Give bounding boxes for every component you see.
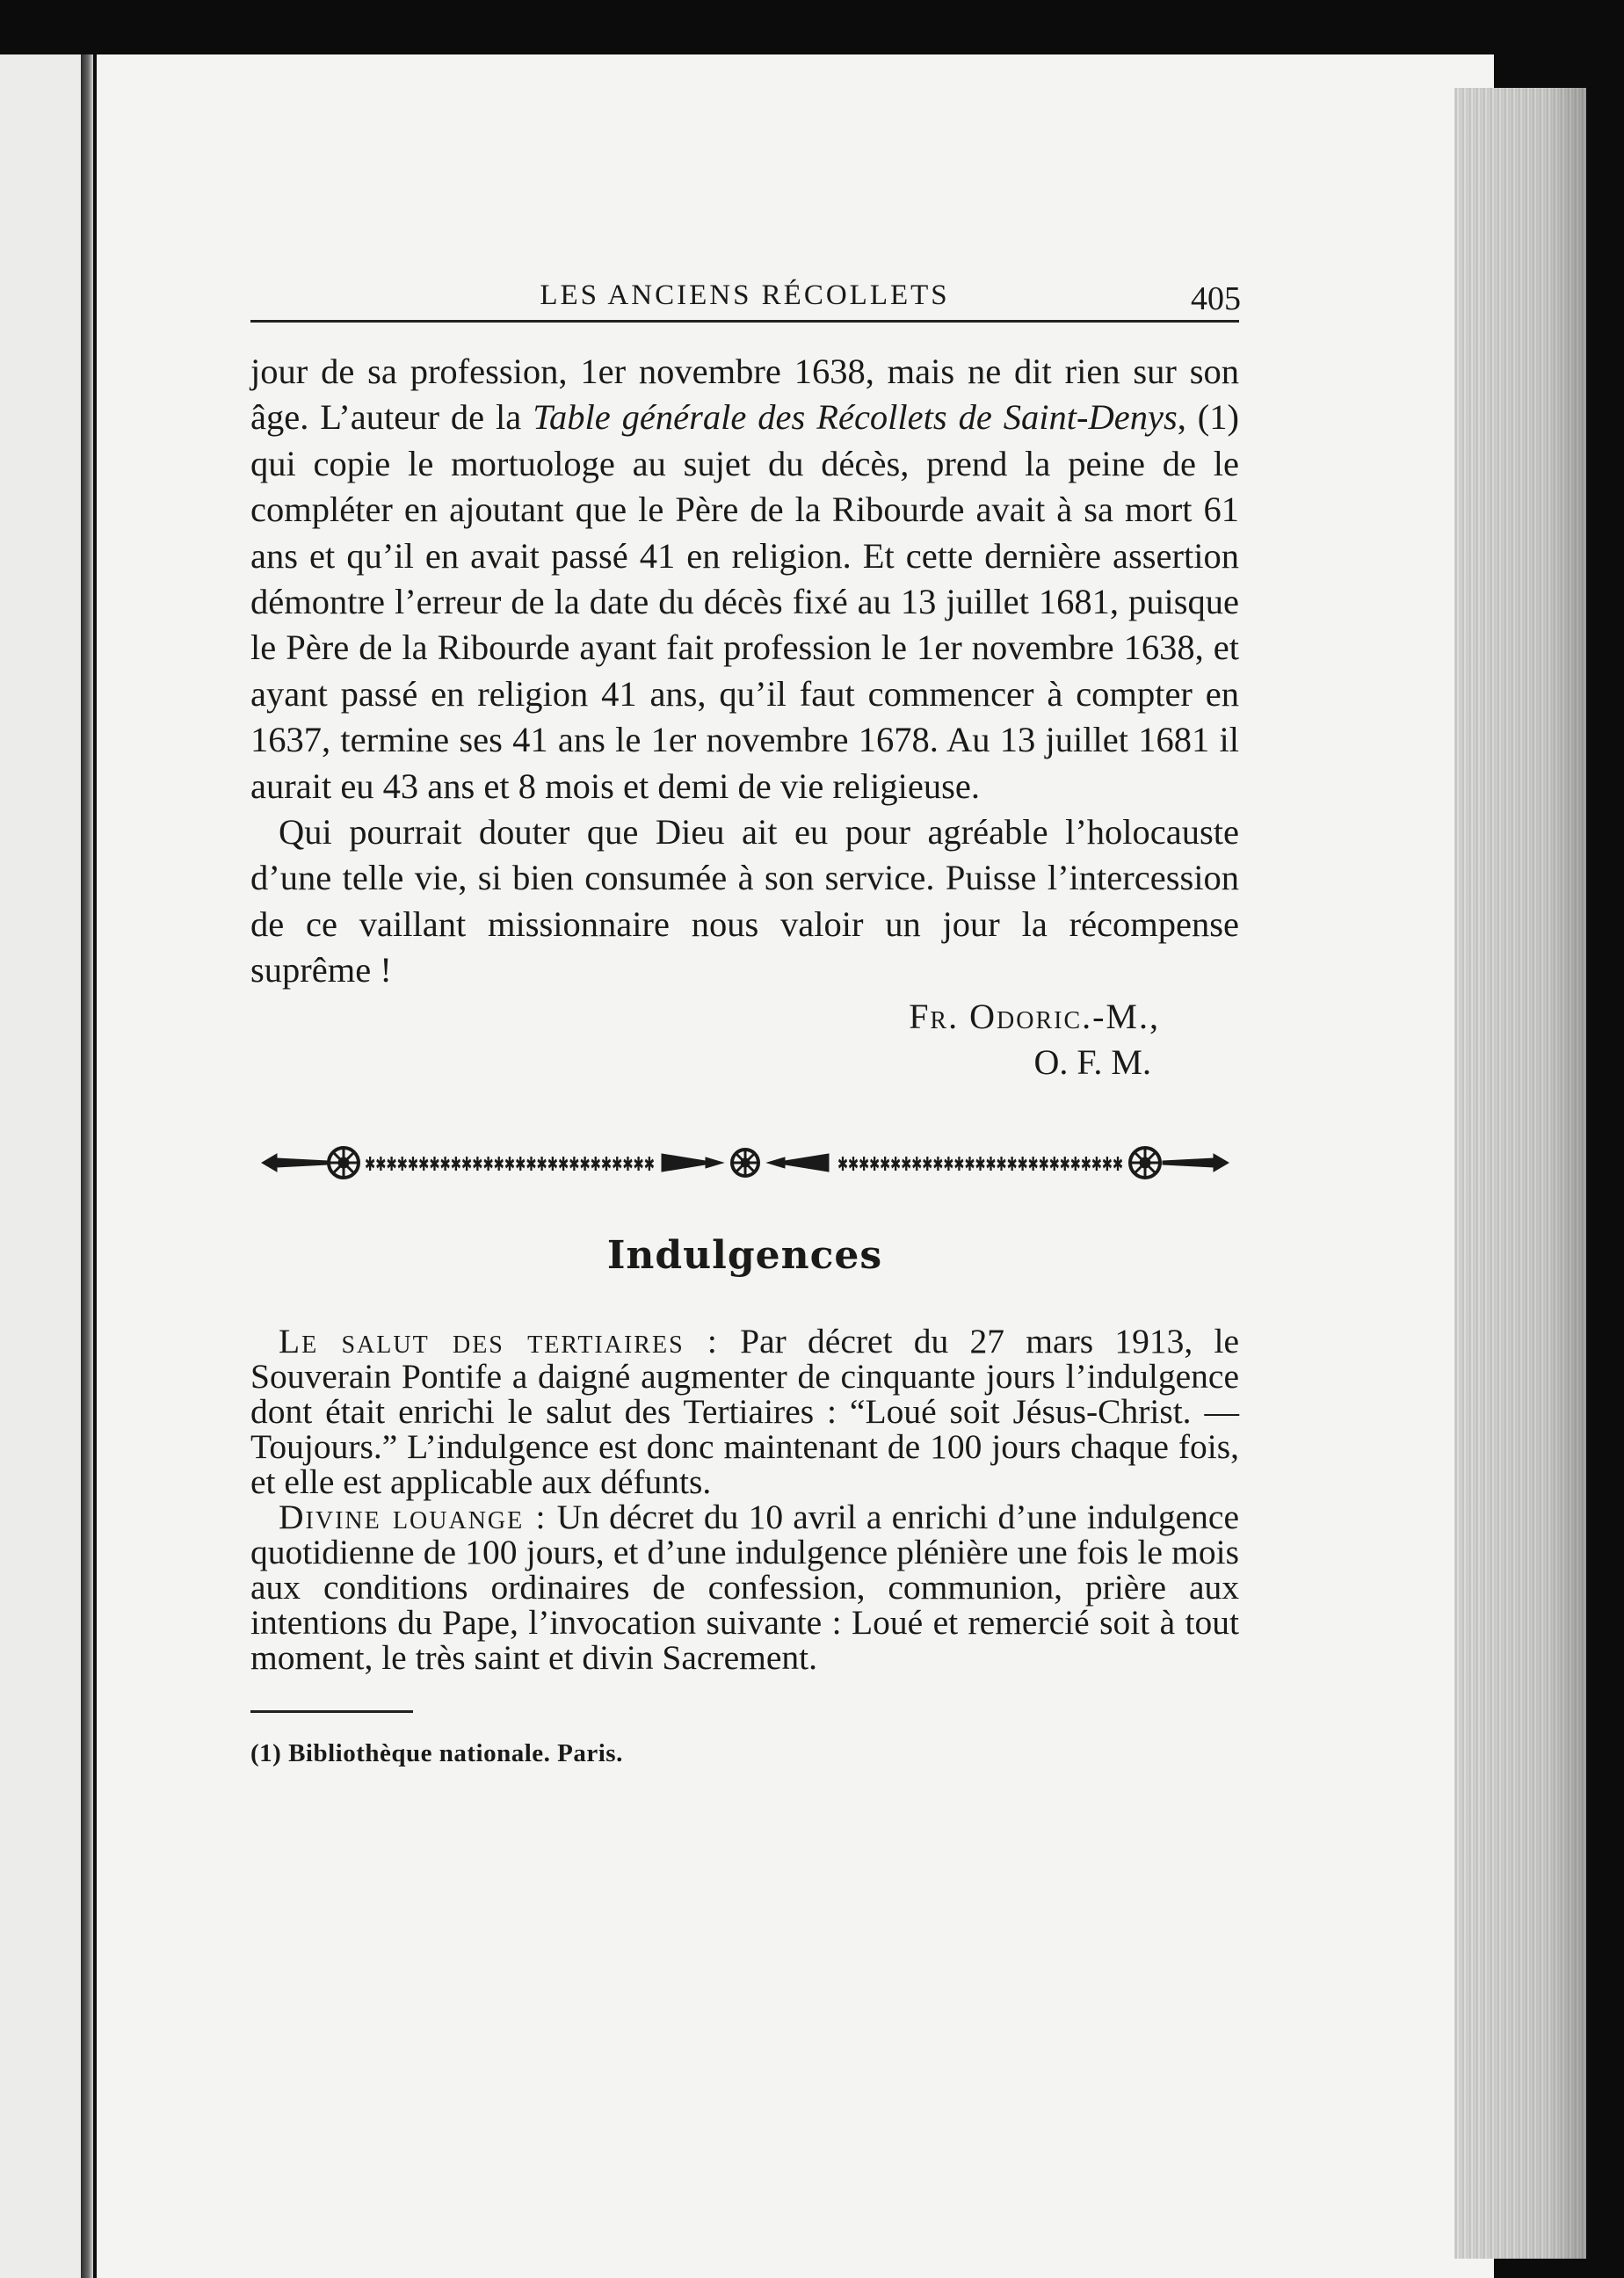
- item-text: Un décret du 10 avril a enrichi d’une indulgence quotidienne de 100 jours, et d’une indulgence plénière une fois le mois aux conditions ordinaires de confession, communion, prière aux intentions du Pape, l’invocation suivante : Loué et remercié soit à tout moment, le très saint et divin Sacrement.: [250, 1497, 1239, 1677]
- paragraph-text: , (1) qui copie le mortuologe au sujet du décès, prend la peine de le compléter en ajoutant que le Père de la Ribourde avait à sa mort 61 ans et qu’il en avait passé 41 en religion. Et cette dernière assertion démontre l’erreur de la date du décès fixé au 13 juillet 1681, puisque le Père de la Ribourde ayant fait profession le 1er novembre 1638, et ayant passé en religion 41 ans, qu’il faut commencer à compter en 1637, termine ses 41 ans le 1er novembre 1678. Au 13 juillet 1681 il aurait eu 43 ans et 8 mois et demi de vie religieuse.: [250, 397, 1240, 806]
- page-block-shadow: [1454, 88, 1586, 2259]
- paragraph-text: jour de sa profession, 1er novembre 1638, mais ne dit rien sur son âge. L’auteur de la: [250, 352, 1239, 438]
- indulgences-body: [250, 1321, 1239, 1677]
- running-head: [250, 264, 1239, 323]
- decorative-rule-ornament: [257, 1135, 1233, 1191]
- signature-order: O. F. M.: [1033, 1041, 1151, 1082]
- page-content: [250, 264, 1239, 1768]
- book-gutter-shadow: [81, 54, 93, 2278]
- footnote-rule: [250, 1710, 413, 1713]
- svg-text:✱✱✱✱✱✱✱✱✱✱✱✱✱✱✱✱✱✱✱✱✱✱✱✱✱✱✱: ✱✱✱✱✱✱✱✱✱✱✱✱✱✱✱✱✱✱✱✱✱✱✱✱✱✱✱: [837, 1153, 1123, 1176]
- facing-page-edge: [0, 54, 88, 2278]
- article-paragraph: [250, 349, 1239, 809]
- article-body: [250, 349, 1239, 1085]
- svg-text:✱✱✱✱✱✱✱✱✱✱✱✱✱✱✱✱✱✱✱✱✱✱✱✱✱✱✱: ✱✱✱✱✱✱✱✱✱✱✱✱✱✱✱✱✱✱✱✱✱✱✱✱✱✱✱: [364, 1153, 655, 1176]
- footnote: (1) Bibliothèque nationale. Paris.: [250, 1738, 623, 1767]
- signature: [250, 994, 1239, 1085]
- item-heading: Divine louange :: [279, 1497, 547, 1536]
- indulgence-item: [250, 1499, 1239, 1675]
- section-title: Indulgences: [606, 1232, 883, 1278]
- cited-work-title: Table générale des Récollets de Saint-Denys: [533, 397, 1178, 438]
- item-heading: Le salut des tertiaires :: [279, 1321, 719, 1360]
- indulgence-item: [250, 1321, 1239, 1501]
- signature-name: Fr. Odoric.-M.,: [909, 996, 1160, 1036]
- running-title: LES ANCIENS RÉCOLLETS: [540, 279, 950, 311]
- page-number: 405: [1191, 280, 1241, 317]
- article-paragraph: Qui pourrait douter que Dieu ait eu pour agréable l’holocauste d’une telle vie, si bien consumée à son service. Puisse l’intercession de ce vaillant missionnaire nous valoir un jour la récompense suprême !: [250, 812, 1239, 990]
- item-text: Par décret du 27 mars 1913, le Souverain Pontife a daigné augmenter de cinquante jours l’indulgence dont était enrichi le salut des Tertiaires : “Loué soit Jésus-Christ. — Toujours.” L’indulgence est donc maintenant de 100 jours chaque fois, et elle est applicable aux défunts.: [250, 1321, 1239, 1501]
